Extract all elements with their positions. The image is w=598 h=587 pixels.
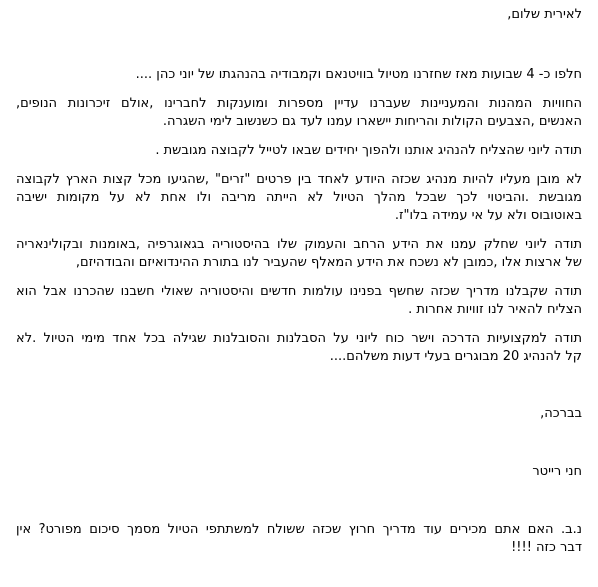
paragraph-group-line-2: מגובשת .והביטוי לכך שבכל מהלך הטיול לא הייתה מריבה ולו אחת לא על מקומות ישיבה — [16, 190, 582, 205]
greeting: לאירית שלום, — [507, 7, 582, 22]
postscript-line-1: נ.ב. האם אתם מכירים עוד מדריך חרוץ שכזה ששולח למשתתפי הטיול מסמך סיכום מפורט? אין — [16, 522, 582, 537]
paragraph-professionalism-line-1: תודה למקצועיות הדרכה וישר כוח ליוני על הסבלנות והסובלנות שגילה בכל אחד מימי הטיול .לא — [16, 331, 582, 346]
paragraph-group-line-1: לא מובן מעליו להיות מנהיג שכזה היודע לאחד בין פרטים "זרים" ,שהגיעו מכל קצות הארץ לקבוצה — [16, 172, 582, 187]
paragraph-weeks-since-trip: חלפו כ- 4 שבועות מאז שחזרנו מטיול בוויטנאם וקמבודיה בהנהגתו של יוני כהן .... — [135, 67, 582, 82]
paragraph-new-worlds-line-2: הצליח להאיר לנו זוויות אחרות . — [408, 302, 582, 317]
signature: חני רייטר — [532, 464, 582, 479]
closing: בברכה, — [540, 406, 582, 421]
paragraph-knowledge-line-2: של ארצות אלו ,כמובן לא נשכח את הידע המאלף שהעביר לנו בתורת ההינדואיזם והבודהיזם, — [75, 255, 582, 270]
paragraph-experiences-line-1: החוויות המהנות והמעניינות שעברנו עדיין מספרות ומוענקות לחברינו ,אולם זיכרונות הנופים, — [16, 96, 582, 111]
paragraph-thanks-leadership: תודה ליוני שהצליח להנהיג אותנו ולהפוך יחידים שבאו לטייל לקבוצה מגובשת . — [155, 143, 582, 158]
paragraph-group-line-3: באוטובוס ולא על אי עמידה בלו"ז. — [394, 208, 582, 223]
paragraph-experiences-line-2: האנשים ,הצבעים הקולות והריחות יישארו עמנו לעד גם כשנשוב לימי השגרה. — [162, 114, 582, 129]
paragraph-new-worlds-line-1: תודה שקבלנו מדריך שכזה שחשף בפנינו עולמות חדשים והיסטוריה שאולי חשבנו שהכרנו אבל הוא — [16, 284, 582, 299]
paragraph-professionalism-line-2: קל להנהיג 20 מבוגרים בעלי דעות משלהם.... — [329, 349, 582, 364]
paragraph-knowledge-line-1: תודה ליוני שחלק עמנו את הידע הרחב והעמוק שלו בהיסטוריה בגאוגרפיה ,באומנות ובקולינאריה — [16, 237, 582, 252]
postscript-line-2: דבר כזה !!!! — [511, 540, 582, 555]
